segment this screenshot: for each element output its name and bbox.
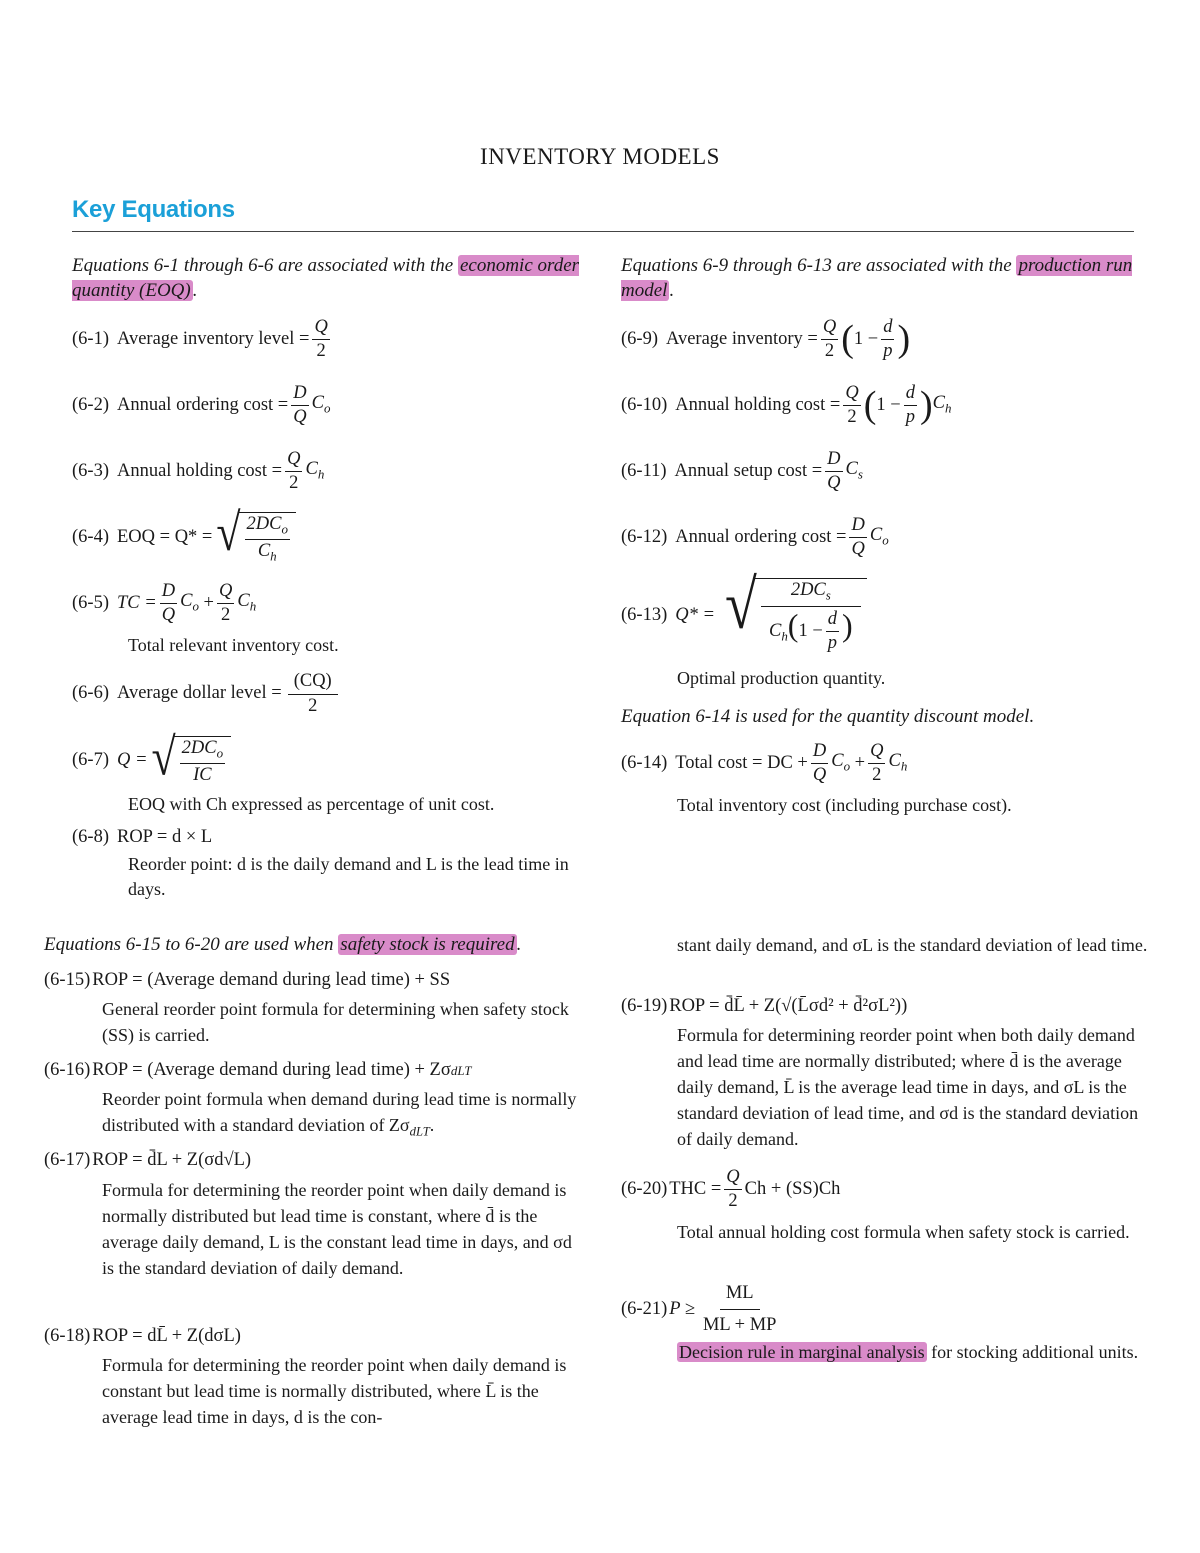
section-heading: Key Equations <box>72 196 235 223</box>
description-text: Reorder point formula when demand during lead time is normally distributed with a standard deviation of Zσ <box>102 1089 577 1135</box>
eq-number: (6-2) <box>72 394 109 415</box>
equation-6-1: (6-1) Average inventory level = $\frac{Q}{2}$ <box>72 317 328 361</box>
equation-6-7: (6-7) Q = √ $\frac{2DC_o}{IC}$ <box>72 736 231 784</box>
eq-number: (6-4) <box>72 527 109 548</box>
highlight-production-run: production run model <box>621 255 1133 301</box>
equation-6-18-description: Formula for determining the reorder point when daily demand is constant but lead time is normally distributed, where L̄ is the average lead time in days, d is the con- <box>102 1355 567 1427</box>
fraction-denominator: 2 <box>308 695 318 716</box>
equation-6-12: (6-12) Annual ordering cost = $\frac{D}{Q}$ $C_o$ <box>621 515 889 559</box>
description-subscript: dLT <box>409 1124 430 1139</box>
equation-6-11: (6-11) Annual setup cost = $\frac{D}{Q}$ $C_s$ <box>621 449 863 493</box>
equation-6-17-description: Formula for determining the reorder point when daily demand is normally distributed but lead time is constant, where d̄ is the average daily demand, L is the constant lead time in days, and σd is the standard deviation of daily demand. <box>102 1180 572 1278</box>
safety-intro-suffix: . <box>516 934 522 955</box>
eq-subscript: dLT <box>450 1062 472 1078</box>
equation-6-14-description: Total inventory cost (including purchase cost). <box>677 795 1012 815</box>
eq-label: Average inventory level = <box>116 328 310 349</box>
fraction-denominator: ML + MP <box>702 1314 777 1335</box>
eq-number: (6-14) <box>621 752 668 773</box>
equation-6-4: (6-4) EOQ = Q* = √ $\frac{2DC_o}{C_h}$ <box>72 512 296 563</box>
equation-6-18 <box>44 1326 241 1347</box>
eq-label: Q = <box>116 749 148 770</box>
fraction-numerator: ML <box>720 1284 760 1310</box>
right-intro-suffix: . <box>669 280 675 301</box>
equation-6-16 <box>44 1060 471 1081</box>
right-intro <box>621 253 1141 303</box>
eq-number: (6-10) <box>621 394 668 415</box>
equation-6-13: (6-13) Q* = √ $2DC_s$ $C_h(1$ − $\frac{d}{p}$ ) <box>621 578 867 652</box>
eq-label: Total cost = DC + <box>675 752 808 773</box>
eq-label: Annual setup cost = <box>674 460 823 481</box>
equation-6-21-description <box>677 1339 1157 1365</box>
equation-6-8-description: Reorder point: d is the daily demand and L is the lead time in days. <box>128 854 569 899</box>
equation-6-14: (6-14) Total cost = DC + $\frac{D}{Q}$ $C_o$ + $\frac{Q}{2}$ $C_h$ <box>621 741 908 785</box>
equation-6-20: (6-20) THC = $\frac{Q}{2}$ Ch + (SS)Ch <box>621 1167 841 1211</box>
eq-label: ROP = dL̄ + Z(dσL) <box>92 1326 241 1346</box>
eq-label: Annual holding cost = <box>116 460 283 481</box>
eq-label: ROP = d̄L̄ + Z(√(L̄σd² + d̄²σL²)) <box>669 996 908 1016</box>
equation-6-20-description: Total annual holding cost formula when safety stock is carried. <box>677 1222 1130 1242</box>
equation-6-6 <box>72 672 341 715</box>
equation-6-18-continued: stant daily demand, and σL is the standard deviation of lead time. <box>677 935 1148 955</box>
eq-label: TC = <box>116 592 157 613</box>
eq-label: Annual ordering cost = <box>675 526 847 547</box>
left-intro-suffix: . <box>192 280 198 301</box>
equation-6-10: (6-10) Annual holding cost = $\frac{Q}{2}$ ( 1 − $\frac{d}{p}$ ) $C_h$ <box>621 383 952 427</box>
eq-number: (6-17) <box>44 1150 91 1170</box>
eq-number: (6-9) <box>621 328 658 349</box>
eq-label: P ≥ <box>669 1298 695 1319</box>
eq-number: (6-13) <box>621 604 668 625</box>
eq-number: (6-11) <box>621 460 667 481</box>
eq-number: (6-12) <box>621 526 668 547</box>
safety-intro-text: Equations 6-15 to 6-20 are used when <box>44 934 339 955</box>
quantity-discount-intro: Equation 6-14 is used for the quantity discount model. <box>621 706 1035 727</box>
eq-number: (6-1) <box>72 328 109 349</box>
equation-6-15 <box>44 970 450 991</box>
equation-6-13-description: Optimal production quantity. <box>677 668 886 688</box>
equation-6-7-description: EOQ with Ch expressed as percentage of unit cost. <box>128 794 495 814</box>
eq-label: EOQ = Q* = <box>116 527 213 548</box>
equation-6-3: (6-3) Annual holding cost = $\frac{Q}{2}$ $C_h$ <box>72 449 325 493</box>
description-rest: for stocking additional units. <box>926 1342 1139 1362</box>
eq-label: ROP = (Average demand during lead time) + SS <box>92 970 451 990</box>
eq-number: (6-16) <box>44 1060 91 1080</box>
eq-number: (6-8) <box>72 827 109 847</box>
equation-6-9: (6-9) Average inventory = $\frac{Q}{2}$ ( 1 − $\frac{d}{p}$ ) <box>621 317 911 361</box>
equation-6-16-description <box>102 1086 582 1145</box>
eq-number: (6-20) <box>621 1178 668 1199</box>
equation-6-21 <box>621 1284 779 1334</box>
equation-6-19-description: Formula for determining reorder point when both daily demand and lead time are normally distributed; where d̄ is the average daily demand, L̄ is the average lead time in days, and σL is the standard deviation of lead time, and σd is the standard deviation of daily demand. <box>677 1025 1139 1149</box>
equation-6-5-description: Total relevant inventory cost. <box>128 635 339 655</box>
highlight-marginal-analysis: Decision rule in marginal analysis <box>679 1342 925 1362</box>
eq-label: ROP = d̄L + Z(σd√L) <box>92 1150 252 1170</box>
fraction-numerator: (CQ) <box>288 672 338 695</box>
heading-rule <box>72 231 1134 232</box>
eq-number: (6-18) <box>44 1326 91 1346</box>
eq-label: THC = <box>669 1178 722 1199</box>
eq-label: Annual holding cost = <box>675 394 841 415</box>
equation-6-5: (6-5) TC = $\frac{D}{Q}$ $C_o$ + $\frac{Q}{2}$ $C_h$ <box>72 581 257 625</box>
highlight-eoq: economic order quantity (EOQ) <box>72 255 580 301</box>
eq-label: Q* = <box>675 604 715 625</box>
description-end: . <box>429 1115 435 1135</box>
equation-6-2: (6-2) Annual ordering cost = $\frac{D}{Q}$ $C_o$ <box>72 383 331 427</box>
eq-number: (6-21) <box>621 1298 668 1319</box>
equation-6-17 <box>44 1150 251 1171</box>
equation-6-15-description: General reorder point formula for determining when safety stock (SS) is carried. <box>102 999 569 1045</box>
highlight-safety-stock: safety stock is required <box>340 934 515 955</box>
eq-label: ROP = (Average demand during lead time) + Zσ <box>92 1060 451 1080</box>
eq-label: Average inventory = <box>665 328 818 349</box>
safety-stock-intro <box>44 932 521 957</box>
left-intro <box>72 253 592 303</box>
eq-number: (6-5) <box>72 592 109 613</box>
eq-label: Annual ordering cost = <box>116 394 289 415</box>
eq-number: (6-3) <box>72 460 109 481</box>
left-intro-text: Equations 6-1 through 6-6 are associated with the <box>72 255 458 276</box>
page-title: INVENTORY MODELS <box>480 144 720 169</box>
eq-number: (6-6) <box>72 683 109 703</box>
eq-label: Average dollar level = <box>116 683 282 703</box>
eq-number: (6-15) <box>44 970 91 990</box>
eq-tail: Ch + (SS)Ch <box>744 1178 841 1199</box>
eq-number: (6-7) <box>72 749 109 770</box>
equation-6-8 <box>72 827 212 848</box>
eq-label: ROP = d × L <box>116 827 213 847</box>
right-intro-text: Equations 6-9 through 6-13 are associated with the <box>621 255 1017 276</box>
equation-6-19 <box>621 996 907 1017</box>
eq-number: (6-19) <box>621 996 668 1016</box>
